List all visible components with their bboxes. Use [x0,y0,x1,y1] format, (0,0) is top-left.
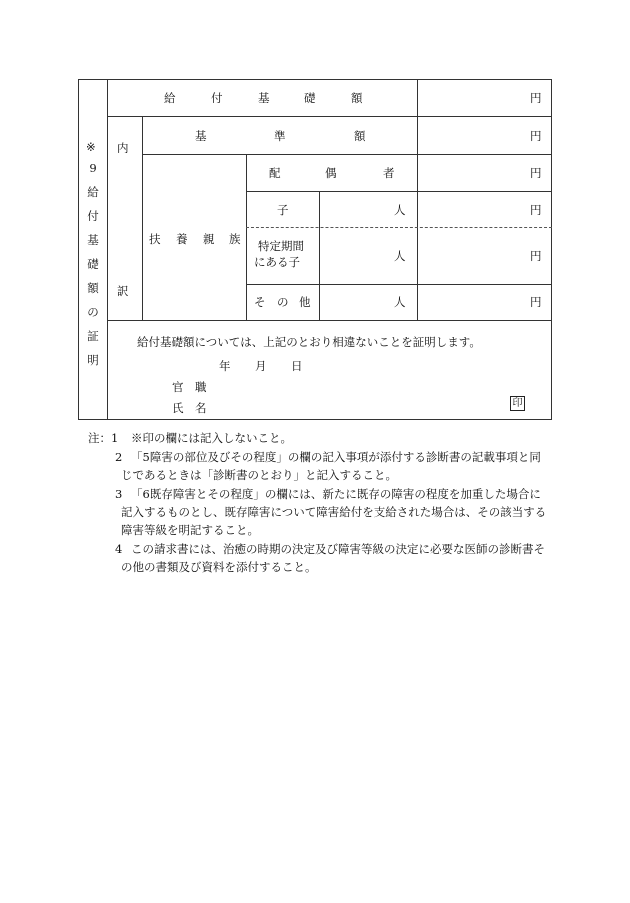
dependents-label-char: 養 [176,232,188,246]
name-label: 氏 名 [172,401,207,415]
side-char: 額 [87,281,99,295]
standard-amount-label-char: 準 [274,129,286,143]
side-char: 給 [87,185,99,199]
base-amount-label-char: 礎 [304,91,316,105]
spouse-label-char: 者 [383,166,395,180]
side-char: 9 [89,161,97,175]
table-border-left [78,79,79,420]
table-border-right [551,79,552,420]
note-3-continuation-2: 障害等級を明記すること。 [121,523,259,537]
date-month-label: 月 [255,359,267,373]
specific-child-count-unit: 人 [394,249,406,263]
dependents-column-divider [246,154,247,320]
spouse-label-char: 偶 [325,166,337,180]
dependents-label-char: 扶 [149,232,161,246]
date-day-label: 日 [291,359,303,373]
specific-child-label-line1: 特定期間 [258,239,304,253]
date-year-label: 年 [219,359,231,373]
child-label: 子 [277,203,289,217]
side-label-vertical [86,156,100,372]
note-1-text: ※印の欄には記入しないこと。 [131,431,292,445]
base-amount-label-char: 給 [164,91,176,105]
note-2-number: 2 [115,450,123,464]
side-char: 付 [87,209,99,223]
note-4-text: この請求書には、治癒の時期の決定及び障害等級の決定に必要な医師の診断書そ [131,542,545,556]
breakdown-column-divider [142,116,143,320]
position-label: 官 職 [172,380,207,394]
base-amount-label-char: 基 [258,91,270,105]
other-label-char: の [277,295,289,309]
note-3-number: 3 [115,487,123,501]
note-3-continuation: 記入するものとし、既存障害について障害給付を支給された場合は、その該当する [121,505,547,519]
other-label-char: 他 [299,295,311,309]
base-amount-label-char: 付 [211,91,223,105]
dependents-label-char: 親 [203,232,215,246]
certification-statement: 給付基礎額については、上記のとおり相違ないことを証明します。 [137,335,481,349]
count-column-divider [319,191,320,320]
other-count-unit: 人 [394,295,406,309]
table-border-bottom [78,419,552,420]
breakdown-label-char: 訳 [117,284,129,298]
other-unit: 円 [530,295,542,309]
standard-amount-unit: 円 [530,129,542,143]
child-count-unit: 人 [394,203,406,217]
side-column-divider [107,79,108,420]
row-line-5 [107,320,552,321]
note-2-text: 「5障害の部位及びその程度」の欄の記入事項が添付する診断書の記載事項と同 [131,450,541,464]
standard-amount-label-char: 基 [195,129,207,143]
specific-child-unit: 円 [530,249,542,263]
standard-amount-label-char: 額 [354,129,366,143]
note-3-text: 「6既存障害とその程度」の欄には、新たに既存の障害の程度を加重した場合に [131,487,541,501]
row-line-4 [246,284,552,285]
note-2-continuation: じであるときは「診断書のとおり」と記入すること。 [121,468,397,482]
dependents-label-char: 族 [229,232,241,246]
row-line-2 [142,154,552,155]
note-4-continuation: の他の書類及び資料を添付すること。 [121,560,317,574]
base-amount-unit: 円 [530,91,542,105]
seal-mark: 印 [510,396,525,411]
row-line-3 [246,191,552,192]
other-label-char: そ [254,295,266,309]
note-1-number: 注：1 [88,431,119,445]
base-amount-label-char: 額 [351,91,363,105]
side-char: の [87,305,99,319]
side-label-mark: ※ [86,140,96,154]
specific-child-label-line2: にある子 [254,255,300,269]
note-4-number: 4 [115,542,123,556]
side-char: 基 [87,233,99,247]
row-line-1 [107,116,552,117]
breakdown-label-char: 内 [117,141,129,155]
table-border-top [78,79,552,80]
side-char: 礎 [87,257,99,271]
child-unit: 円 [530,203,542,217]
side-char: 証 [87,329,99,343]
row-line-dashed [246,227,552,228]
spouse-unit: 円 [530,166,542,180]
spouse-label-char: 配 [269,166,281,180]
side-char: 明 [87,353,99,367]
